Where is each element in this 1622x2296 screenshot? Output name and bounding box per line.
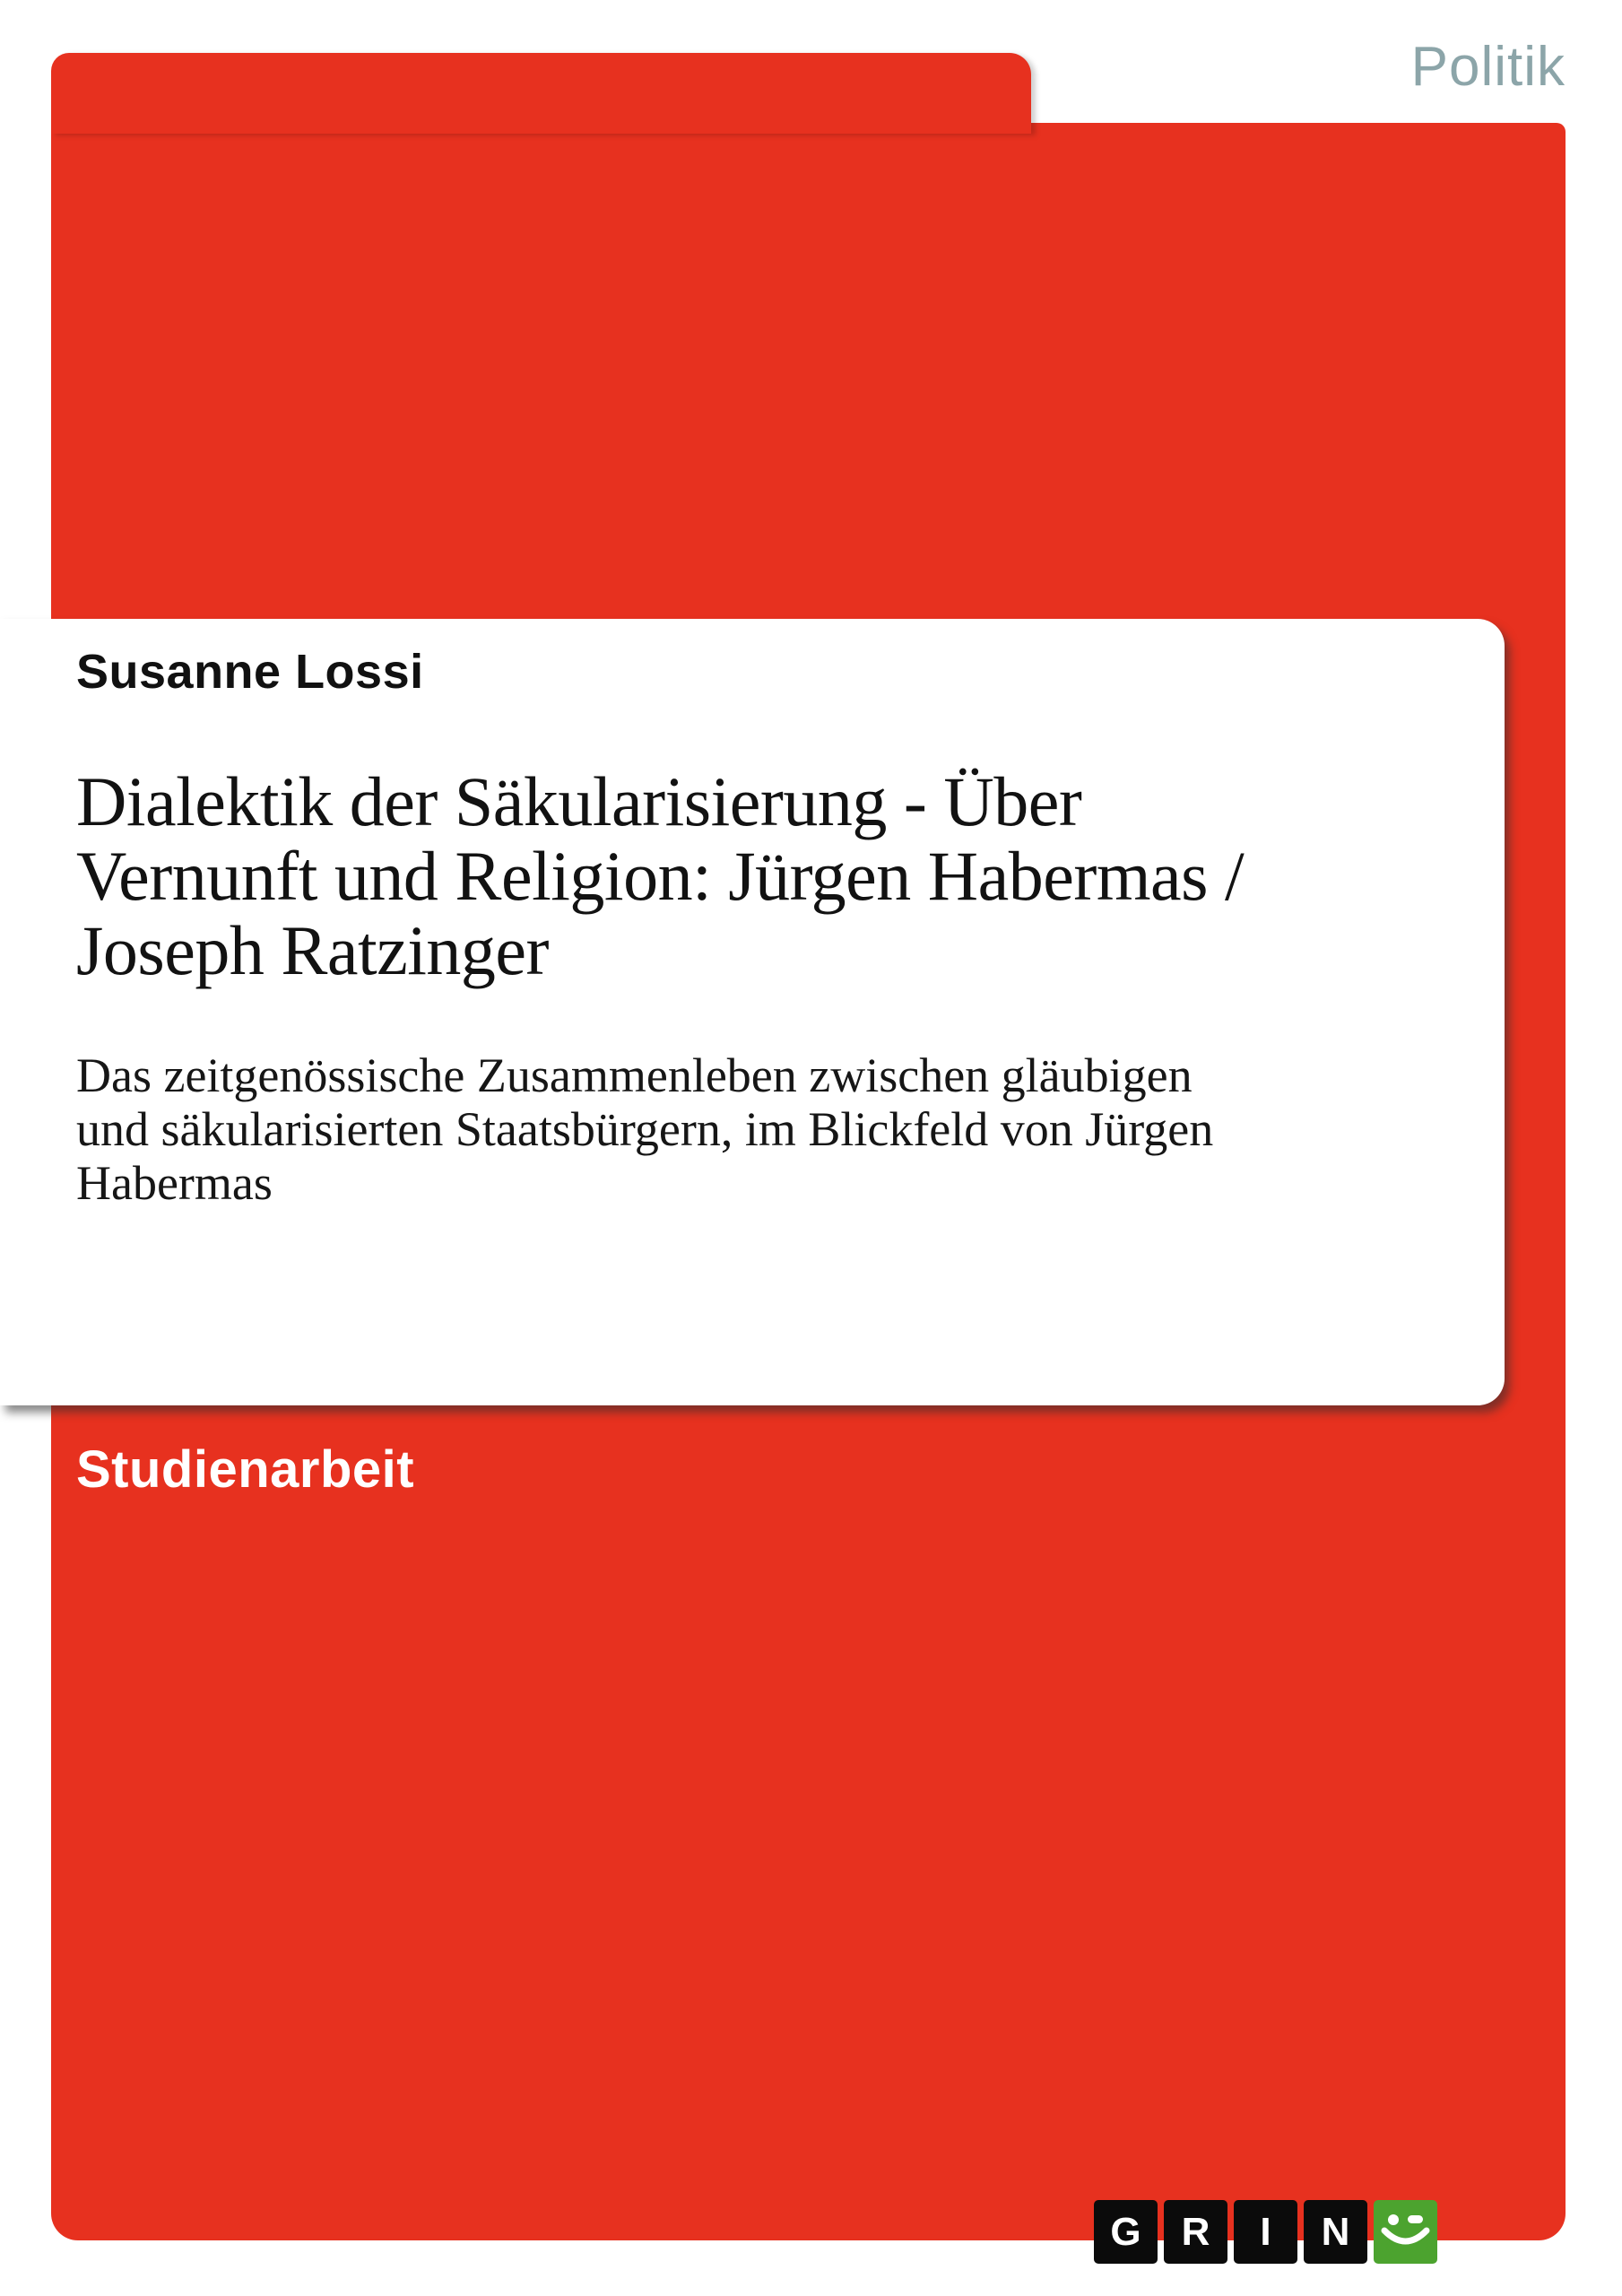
logo-letter-tile: R bbox=[1164, 2200, 1227, 2264]
subtitle-line-1: Das zeitgenössische Zusammenleben zwischen gläubigen bbox=[76, 1048, 1193, 1103]
author-name: Susanne Lossi bbox=[76, 645, 424, 699]
book-subtitle bbox=[76, 1048, 1505, 1210]
red-top-tab bbox=[51, 53, 1031, 134]
winking-smiley-icon bbox=[1374, 2200, 1437, 2264]
title-line-2: Vernunft und Religion: Jürgen Habermas / bbox=[76, 837, 1245, 916]
title-line-1: Dialektik der Säkularisierung - Über bbox=[76, 762, 1082, 841]
logo-letter-tile: G bbox=[1094, 2200, 1158, 2264]
logo-letter-tile: I bbox=[1234, 2200, 1297, 2264]
document-type-label: Studienarbeit bbox=[76, 1440, 415, 1499]
title-panel bbox=[0, 619, 1505, 1405]
logo-letter-tile: N bbox=[1304, 2200, 1367, 2264]
category-label: Politik bbox=[1410, 36, 1566, 98]
title-line-3: Joseph Ratzinger bbox=[76, 911, 550, 990]
book-title bbox=[76, 762, 1505, 990]
publisher-logo-grin bbox=[1094, 2200, 1437, 2264]
subtitle-line-2: und säkularisierten Staatsbürgern, im Blickfeld von Jürgen bbox=[76, 1102, 1214, 1157]
subtitle-line-3: Habermas bbox=[76, 1156, 273, 1211]
